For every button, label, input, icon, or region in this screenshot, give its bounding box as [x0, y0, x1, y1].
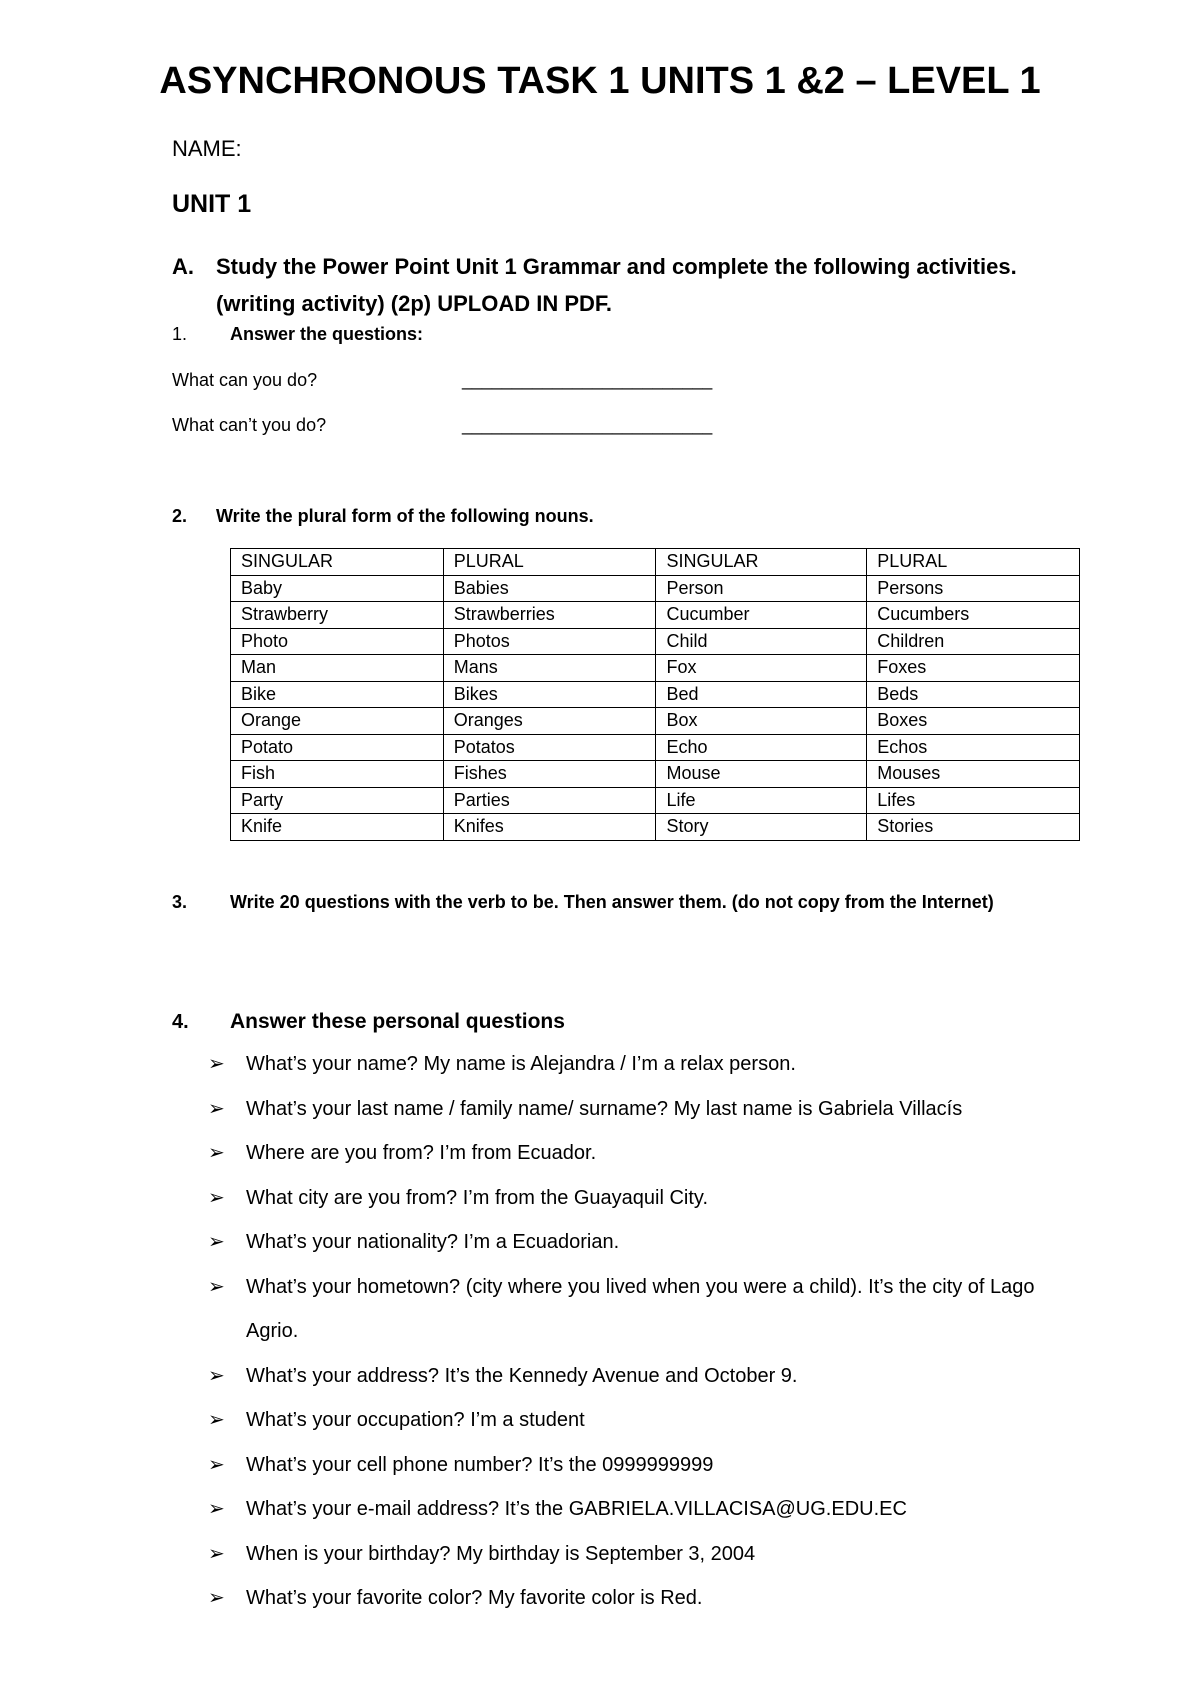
list-item	[208, 1176, 1088, 1221]
table-cell: Story	[656, 814, 867, 841]
table-row	[231, 761, 1080, 788]
table-cell: Photos	[443, 628, 656, 655]
table-cell: Potato	[231, 734, 444, 761]
header-cell: PLURAL	[443, 549, 656, 576]
list-item	[208, 1087, 1088, 1132]
table-cell: Photo	[231, 628, 444, 655]
name-label: NAME:	[172, 136, 242, 161]
table-cell: Strawberries	[443, 602, 656, 629]
table-cell: Fishes	[443, 761, 656, 788]
table-cell: Echos	[867, 734, 1080, 761]
answer-line-can-do: _________________________	[462, 370, 713, 390]
table-cell: Fox	[656, 655, 867, 682]
list-item-text: Where are you from? I’m from Ecuador.	[246, 1142, 597, 1164]
table-cell: Bike	[231, 681, 444, 708]
table-cell: Stories	[867, 814, 1080, 841]
list-item-text: What’s your hometown? (city where you lived when you were a child). It’s the city of Lago Agrio.	[246, 1275, 1035, 1342]
section-a-instructions: Study the Power Point Unit 1 Grammar and complete the following activities. (writing activity) (2p) UPLOAD IN PDF.	[216, 254, 1017, 316]
table-cell: Knife	[231, 814, 444, 841]
arrow-bullet-icon: ➢	[208, 1409, 225, 1431]
table-cell: Fish	[231, 761, 444, 788]
list-item-text: What’s your nationality? I’m a Ecuadorian.	[246, 1231, 620, 1253]
arrow-bullet-icon: ➢	[208, 1587, 225, 1609]
table-cell: Foxes	[867, 655, 1080, 682]
table-cell: Mouse	[656, 761, 867, 788]
table-cell: Child	[656, 628, 867, 655]
table-cell: Bikes	[443, 681, 656, 708]
plural-nouns-table	[230, 548, 1080, 841]
header-cell: SINGULAR	[656, 549, 867, 576]
list-item-text: What city are you from? I’m from the Guayaquil City.	[246, 1186, 709, 1209]
header-cell: PLURAL	[867, 549, 1080, 576]
list-item	[208, 1354, 1088, 1399]
table-row	[231, 628, 1080, 655]
arrow-bullet-icon: ➢	[208, 1542, 225, 1565]
list-item-text: What’s your favorite color? My favorite color is Red.	[246, 1587, 703, 1609]
arrow-bullet-icon: ➢	[208, 1053, 225, 1075]
table-header-row	[231, 549, 1080, 576]
personal-questions-list	[208, 1042, 1088, 1621]
arrow-bullet-icon: ➢	[208, 1186, 225, 1209]
table-cell: Person	[656, 575, 867, 602]
unit-heading: UNIT 1	[172, 190, 252, 218]
list-item	[208, 1220, 1088, 1265]
table-cell: Orange	[231, 708, 444, 735]
question-cant-do: What can’t you do?	[172, 415, 327, 435]
table-cell: Life	[656, 787, 867, 814]
item3-title: Write 20 questions with the verb to be. Then answer them. (do not copy from the Internet)	[230, 892, 994, 912]
list-item	[208, 1131, 1088, 1176]
list-item	[208, 1532, 1088, 1577]
list-item-text: What’s your address? It’s the Kennedy Avenue and October 9.	[246, 1364, 798, 1387]
table-row	[231, 814, 1080, 841]
item1-title: Answer the questions:	[230, 324, 424, 344]
list-item-text: What’s your name? My name is Alejandra / I’m a relax person.	[246, 1053, 796, 1075]
table-cell: Children	[867, 628, 1080, 655]
answer-line-cant-do: _________________________	[462, 415, 713, 435]
arrow-bullet-icon: ➢	[208, 1364, 225, 1387]
header-cell: SINGULAR	[231, 549, 444, 576]
arrow-bullet-icon: ➢	[208, 1275, 225, 1298]
arrow-bullet-icon: ➢	[208, 1231, 225, 1253]
table-cell: Beds	[867, 681, 1080, 708]
list-item	[208, 1398, 1088, 1443]
table-cell: Bed	[656, 681, 867, 708]
table-cell: Baby	[231, 575, 444, 602]
table-cell: Cucumbers	[867, 602, 1080, 629]
table-cell: Boxes	[867, 708, 1080, 735]
table-cell: Persons	[867, 575, 1080, 602]
item1-number: 1.	[172, 324, 188, 344]
table-cell: Parties	[443, 787, 656, 814]
list-item	[208, 1487, 1088, 1532]
table-cell: Cucumber	[656, 602, 867, 629]
table-row	[231, 575, 1080, 602]
item4-number: 4.	[172, 1011, 189, 1033]
list-item-text: What’s your cell phone number? It’s the 0999999999	[246, 1453, 714, 1476]
item4-title: Answer these personal questions	[230, 1010, 565, 1033]
arrow-bullet-icon: ➢	[208, 1142, 225, 1164]
arrow-bullet-icon: ➢	[208, 1453, 225, 1476]
table-cell: Oranges	[443, 708, 656, 735]
table-cell: Lifes	[867, 787, 1080, 814]
item2-title: Write the plural form of the following nouns.	[216, 506, 594, 526]
document-title: ASYNCHRONOUS TASK 1 UNITS 1 &2 – LEVEL 1	[159, 60, 1041, 102]
list-item	[208, 1576, 1088, 1621]
list-item	[208, 1443, 1088, 1488]
list-item-text: What’s your occupation? I’m a student	[246, 1409, 585, 1431]
table-row	[231, 681, 1080, 708]
list-item-text: What’s your e-mail address? It’s the GABRIELA.VILLACISA@UG.EDU.EC	[246, 1498, 907, 1520]
table-cell: Echo	[656, 734, 867, 761]
item3-number: 3.	[172, 892, 188, 912]
table-row	[231, 708, 1080, 735]
table-cell: Strawberry	[231, 602, 444, 629]
table-cell: Babies	[443, 575, 656, 602]
table-row	[231, 655, 1080, 682]
list-item	[208, 1265, 1088, 1354]
table-cell: Mans	[443, 655, 656, 682]
table-cell: Knifes	[443, 814, 656, 841]
table-cell: Mouses	[867, 761, 1080, 788]
table-row	[231, 787, 1080, 814]
table-cell: Man	[231, 655, 444, 682]
item2-number: 2.	[172, 506, 188, 526]
arrow-bullet-icon: ➢	[208, 1498, 225, 1520]
table-cell: Potatos	[443, 734, 656, 761]
table-cell: Box	[656, 708, 867, 735]
table-row	[231, 602, 1080, 629]
question-can-do: What can you do?	[172, 370, 318, 390]
list-item-text: When is your birthday? My birthday is September 3, 2004	[246, 1542, 756, 1565]
table-cell: Party	[231, 787, 444, 814]
arrow-bullet-icon: ➢	[208, 1097, 225, 1120]
list-item-text: What’s your last name / family name/ surname? My last name is Gabriela Villacís	[246, 1097, 963, 1120]
table-row	[231, 734, 1080, 761]
list-item	[208, 1042, 1088, 1087]
section-a-letter: A.	[172, 254, 194, 279]
